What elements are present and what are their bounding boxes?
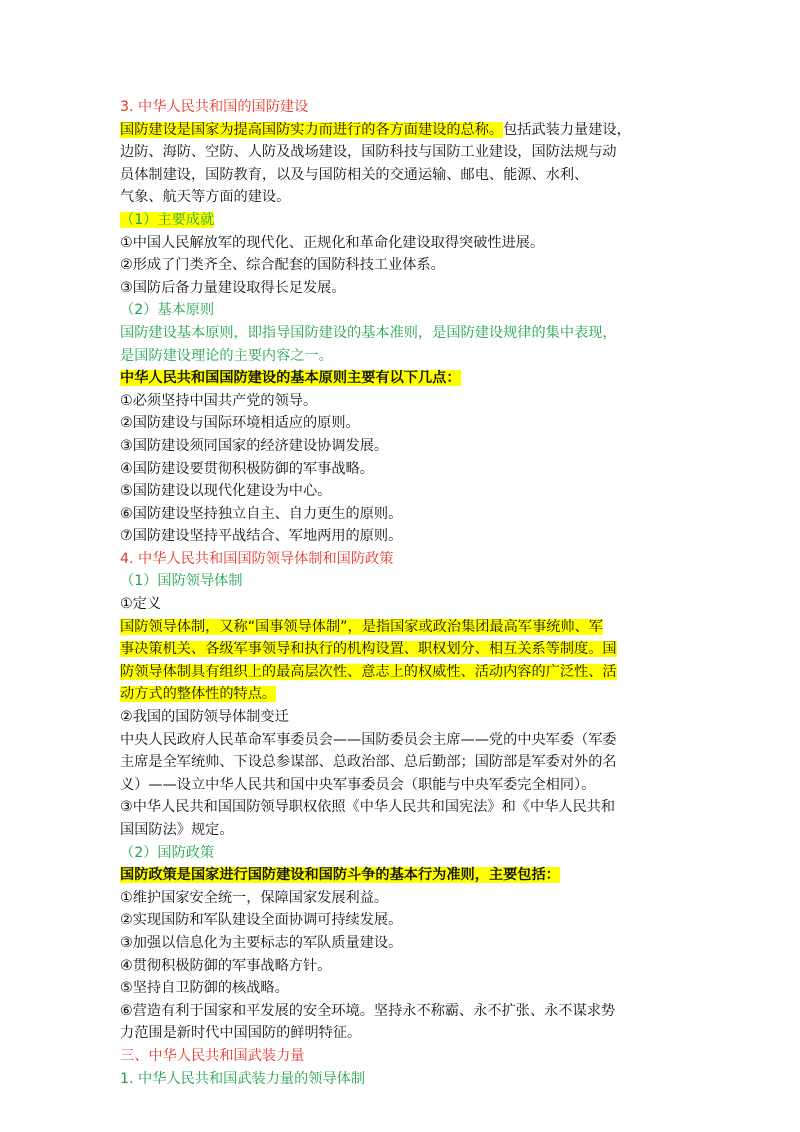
subheading-achievements <box>120 209 700 232</box>
principles-definition-line: 国防建设基本原则，即指导国防建设的基本准则，是国防建设规律的集中表现， <box>120 324 617 341</box>
list-item: ⑤国防建设以现代化建设为中心。 <box>120 483 332 500</box>
leadership-definition-line <box>120 638 700 661</box>
part-heading-3: 三、中华人民共和国武装力量 <box>120 1047 305 1064</box>
policy-intro <box>120 864 700 887</box>
list-item: ②实现国防和军队建设全面协调可持续发展。 <box>120 912 403 929</box>
principles-intro <box>120 367 700 390</box>
leadership-definition-line <box>120 683 700 706</box>
definition-continuation: 包括武装力量建设， <box>503 121 631 138</box>
subheading-policy: （2）国防政策 <box>120 844 215 861</box>
highlighted-text: 国防领导体制，又称“国事领导体制”，是指国家或政治集团最高军事统帅、军 <box>120 618 603 635</box>
body-line: ③中华人民共和国国防领导职权依照《中华人民共和国宪法》和《中华人民共和 <box>120 799 616 816</box>
list-item-continuation: 力范围是新时代中国国防的鲜明特征。 <box>120 1025 362 1042</box>
body-line: 气象、航天等方面的建设。 <box>120 189 291 206</box>
highlighted-text: 防领导体制具有组织上的最高层次性、意志上的权威性、活动内容的广泛性、活 <box>120 663 617 680</box>
list-item: ②形成了门类齐全、综合配套的国防科技工业体系。 <box>120 257 445 274</box>
list-item: ③加强以信息化为主要标志的军队质量建设。 <box>120 934 403 951</box>
highlighted-text: 动方式的整体性的特点。 <box>120 686 277 703</box>
list-item: ①维护国家安全统一，保障国家发展利益。 <box>120 889 389 906</box>
list-item: ②国防建设与国际环境相适应的原则。 <box>120 415 360 432</box>
national-defense-definition-line <box>120 119 700 142</box>
list-item: ⑥营造有利于国家和平发展的安全环境。坚持永不称霸、永不扩张、永不谋求势 <box>120 1002 616 1019</box>
subheading-leadership: （1）国防领导体制 <box>120 573 243 590</box>
policy-intro-text: 国防政策是国家进行国防建设和国防斗争的基本行为准则，主要包括： <box>120 867 560 884</box>
list-item: ①中国人民解放军的现代化、正规化和革命化建设取得突破性进展。 <box>120 234 545 251</box>
document-body <box>120 96 700 1090</box>
body-line: 中央人民政府人民革命军事委员会——国防委员会主席——党的中央军委（军委 <box>120 731 617 748</box>
definition-label: ①定义 <box>120 596 162 613</box>
section-heading-3: 3. 中华人民共和国的国防建设 <box>120 99 309 115</box>
leadership-definition-line <box>120 616 700 639</box>
list-item: ①必须坚持中国共产党的领导。 <box>120 392 318 409</box>
subheading-achievements-text: （1）主要成就 <box>120 211 215 228</box>
principles-definition-line: 是国防建设理论的主要内容之一。 <box>120 347 333 364</box>
list-item: ④国防建设要贯彻积极防御的军事战略。 <box>120 460 374 477</box>
list-item: ③国防后备力量建设取得长足发展。 <box>120 279 346 296</box>
body-line: 主席是全军统帅、下设总参谋部、总政治部、总后勤部；国防部是军委对外的名 <box>120 754 617 771</box>
list-item: ⑤坚持自卫防御的核战略。 <box>120 980 289 997</box>
body-line: 员体制建设，国防教育，以及与国防相关的交通运输、邮电、能源、水利、 <box>120 166 589 183</box>
principles-intro-text: 中华人民共和国国防建设的基本原则主要有以下几点： <box>120 370 461 387</box>
section-heading-4: 4. 中华人民共和国国防领导体制和国防政策 <box>120 550 394 567</box>
list-item: ④贯彻积极防御的军事战略方针。 <box>120 957 332 974</box>
evolution-label: ②我国的国防领导体制变迁 <box>120 709 289 726</box>
leadership-definition-line <box>120 661 700 684</box>
body-line: 国国防法》规定。 <box>120 822 234 838</box>
highlighted-definition: 国防建设是国家为提高国防实力而进行的各方面建设的总称。 <box>120 121 504 138</box>
list-item: ⑦国防建设坚持平战结合、军地两用的原则。 <box>120 528 403 545</box>
subheading-armed-forces-leadership: 1. 中华人民共和国武装力量的领导体制 <box>120 1070 366 1087</box>
highlighted-text: 事决策机关、各级军事领导和执行的机构设置、职权划分、相互关系等制度。国 <box>120 641 617 658</box>
list-item: ③国防建设须同国家的经济建设协调发展。 <box>120 437 389 454</box>
body-line: 边防、海防、空防、人防及战场建设，国防科技与国防工业建设，国防法规与动 <box>120 144 617 161</box>
list-item: ⑥国防建设坚持独立自主、自力更生的原则。 <box>120 505 403 522</box>
subheading-principles: （2）基本原则 <box>120 302 215 319</box>
body-line: 义）——设立中华人民共和国中央军事委员会（职能与中央军委完全相同）。 <box>120 776 596 793</box>
